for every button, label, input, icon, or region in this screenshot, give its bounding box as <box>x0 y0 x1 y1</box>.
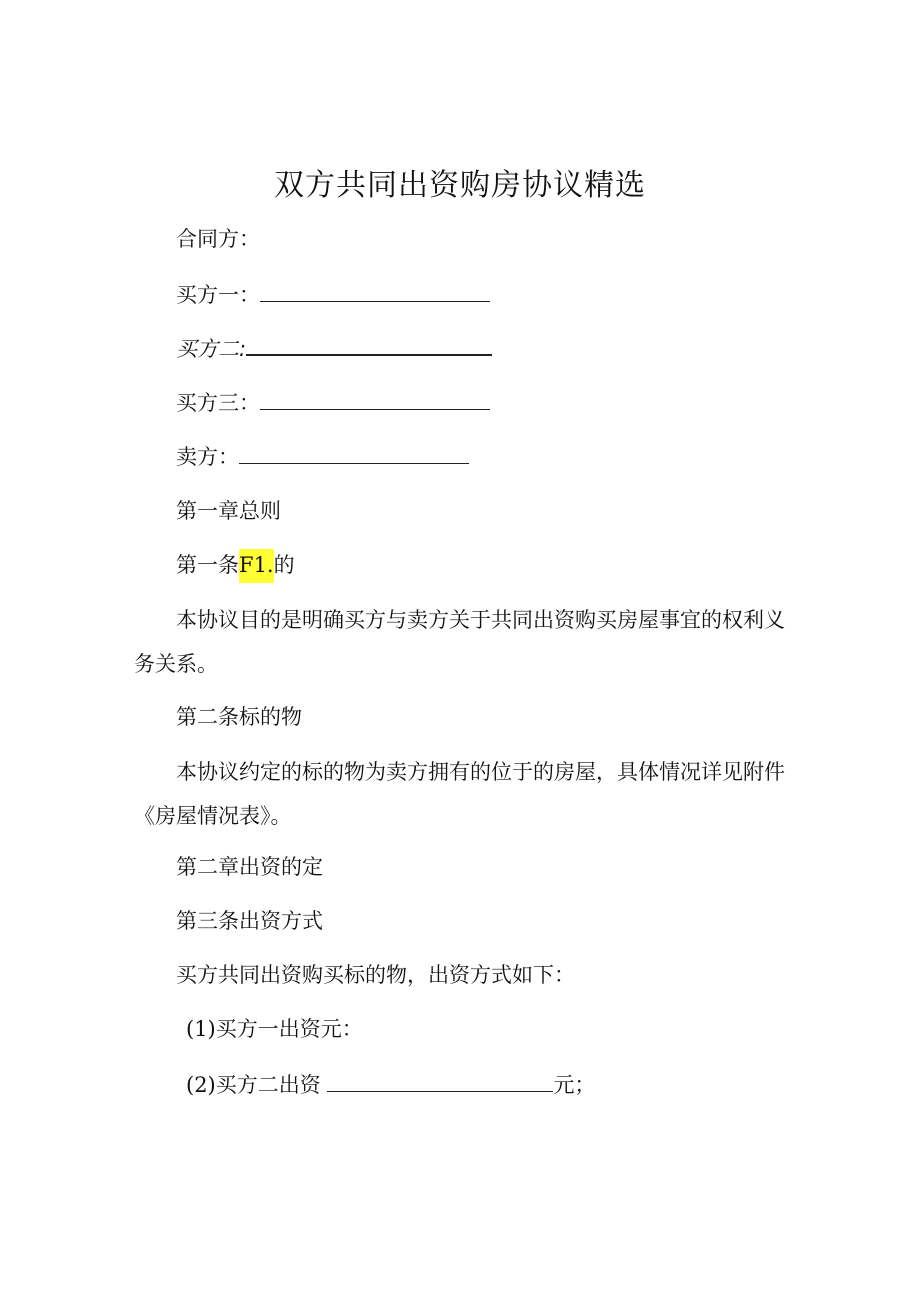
buyer3-row <box>176 388 490 418</box>
article3-intro: 买方共同出资购买标的物，出资方式如下： <box>176 963 575 987</box>
buyer2-row <box>176 334 492 364</box>
item1: (1)买方一出资元： <box>186 1017 363 1041</box>
buyer2-label: 买方二: <box>176 337 247 361</box>
item2-suffix: 元； <box>553 1073 596 1097</box>
seller-label: 卖方： <box>176 445 239 469</box>
article1-prefix: 第一条 <box>176 553 239 577</box>
buyer1-row <box>176 280 490 310</box>
chapter1-heading: 第一章总则 <box>176 499 281 523</box>
item2-prefix: (2)买方二出资 <box>186 1073 321 1097</box>
buyer3-blank <box>260 393 490 410</box>
buyer2-blank <box>246 338 492 356</box>
article1-highlight: F1. <box>239 549 274 583</box>
buyer3-label: 买方三： <box>176 391 260 415</box>
seller-blank <box>239 447 469 464</box>
document-title: 双方共同出资购房协议精选 <box>274 168 646 203</box>
seller-row <box>176 442 469 472</box>
buyer1-label: 买方一： <box>176 283 260 307</box>
item2-blank <box>327 1075 553 1092</box>
article1-body: 本协议目的是明确买方与卖方关于共同出资购买房屋事宜的权利义务关系。 <box>134 608 785 676</box>
article2-heading: 第二条标的物 <box>176 705 302 729</box>
parties-heading: 合同方： <box>176 227 260 251</box>
article1-heading <box>176 550 295 580</box>
article1-suffix: 的 <box>273 553 295 577</box>
chapter2-heading: 第二章出资的定 <box>176 855 323 879</box>
article2-body: 本协议约定的标的物为卖方拥有的位于的房屋，具体情况详见附件《房屋情况表》。 <box>134 760 785 828</box>
item2-row <box>186 1070 595 1100</box>
buyer1-blank <box>260 285 490 302</box>
article3-heading: 第三条出资方式 <box>176 909 323 933</box>
